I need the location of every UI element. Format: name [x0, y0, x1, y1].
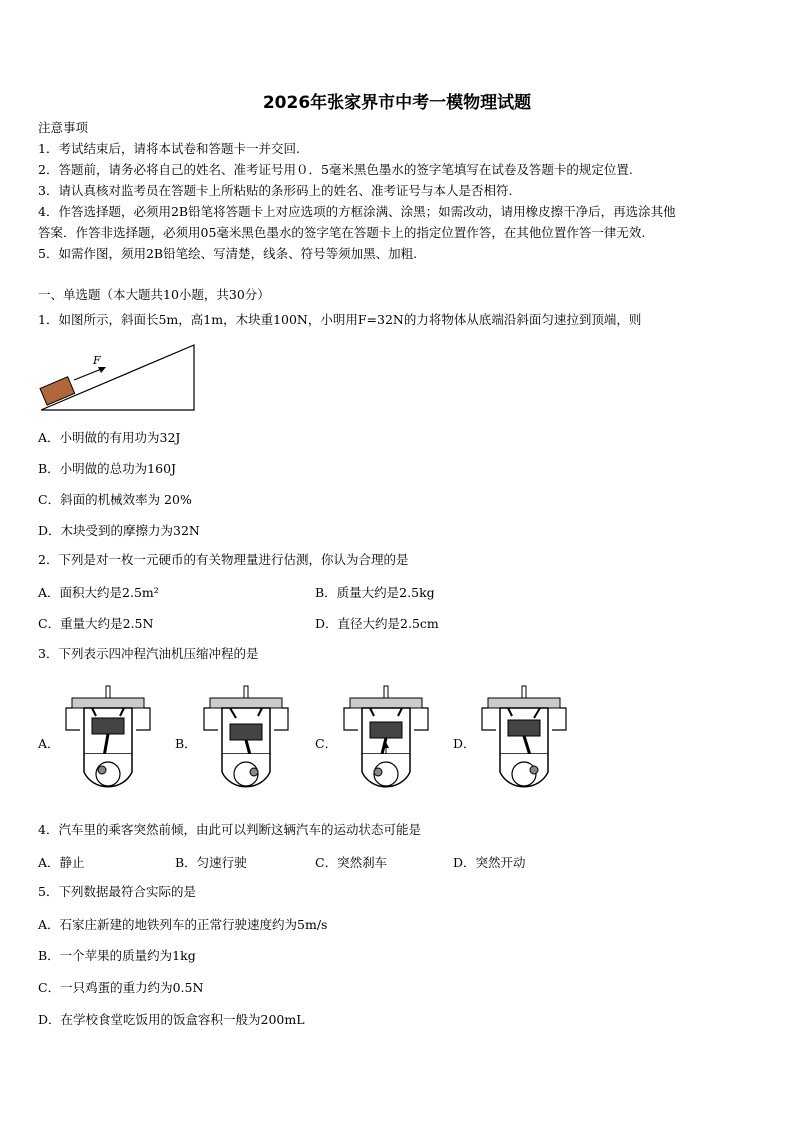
question-2-option-c: C．重量大约是2.5N: [38, 616, 154, 631]
notice-item-4: 4．作答选择题，必须用2B铅笔将答题卡上对应选项的方框涂满、涂黑；如需改动，请用橡皮擦干净后，再选涂其他: [38, 204, 676, 219]
question-1-option-d: D．木块受到的摩擦力为32N: [38, 523, 200, 538]
question-2-stem: 2．下列是对一枚一元硬币的有关物理量进行估测，你认为合理的是: [38, 552, 409, 567]
question-2-option-b: B．质量大约是2.5kg: [315, 585, 435, 600]
question-4-stem: 4．汽车里的乘客突然前倾，由此可以判断这辆汽车的运动状态可能是: [38, 822, 421, 837]
question-4-option-d: D．突然开动: [453, 855, 526, 870]
section-heading: 一、单选题（本大题共10小题，共30分）: [38, 287, 270, 302]
question-2-option-a: A．面积大约是2.5m²: [38, 585, 159, 600]
page-title: 2026年张家界市中考一模物理试题: [262, 93, 532, 113]
question-5-option-a: A．石家庄新建的地铁列车的正常行驶速度约为5m/s: [38, 917, 328, 932]
question-5-option-c: C．一只鸡蛋的重力约为0.5N: [38, 980, 204, 995]
force-label: F: [93, 354, 101, 367]
question-4-option-c: C．突然刹车: [315, 855, 388, 870]
question-1-option-b: B．小明做的总功为160J: [38, 461, 177, 476]
question-5-option-b: B．一个苹果的质量约为1kg: [38, 948, 196, 963]
notice-item-1: 1．考试结束后，请将本试卷和答题卡一并交回.: [38, 141, 300, 156]
question-3-option-c: C．: [315, 736, 338, 751]
question-4-option-b: B．匀速行驶: [175, 855, 247, 870]
question-1-stem: 1．如图所示，斜面长5m，高1m，木块重100N，小明用F=32N的力将物体从底端沿斜面匀速拉到顶端，则: [38, 312, 642, 327]
question-3-option-a: A．: [38, 736, 60, 751]
incline-diagram: [38, 340, 198, 414]
wooden-block: [40, 377, 75, 405]
notice-item-5: 5．如需作图，须用2B铅笔绘、写清楚，线条、符号等须加黑、加粗.: [38, 246, 418, 261]
question-5-option-d: D．在学校食堂吃饭用的饭盒容积一般为200mL: [38, 1012, 305, 1027]
question-4-option-a: A．静止: [38, 855, 85, 870]
question-5-stem: 5．下列数据最符合实际的是: [38, 884, 196, 899]
question-2-option-d: D．直径大约是2.5cm: [315, 616, 439, 631]
notice-item-2: 2．答题前，请务必将自己的姓名、准考证号用０．5毫米黑色墨水的签字笔填写在试卷及答题卡的规定位置.: [38, 162, 633, 177]
engine-diagram-b: [200, 684, 292, 802]
notice-heading: 注意事项: [38, 120, 89, 135]
engine-diagram-d: [478, 684, 570, 802]
question-1-option-a: A．小明做的有用功为32J: [38, 430, 181, 445]
engine-diagram-a: [62, 684, 154, 802]
question-3-option-b: B．: [175, 736, 197, 751]
notice-item-3: 3．请认真核对监考员在答题卡上所粘贴的条形码上的姓名、准考证号与本人是否相符.: [38, 183, 513, 198]
question-1-option-c: C．斜面的机械效率为 20%: [38, 492, 192, 507]
question-3-stem: 3．下列表示四冲程汽油机压缩冲程的是: [38, 646, 259, 661]
question-3-option-d: D．: [453, 736, 476, 751]
engine-diagram-c: [340, 684, 432, 802]
notice-item-4-cont: 答案．作答非选择题，必须用05毫米黑色墨水的签字笔在答题卡上的指定位置作答，在其他位置作答一律无效.: [38, 225, 646, 240]
